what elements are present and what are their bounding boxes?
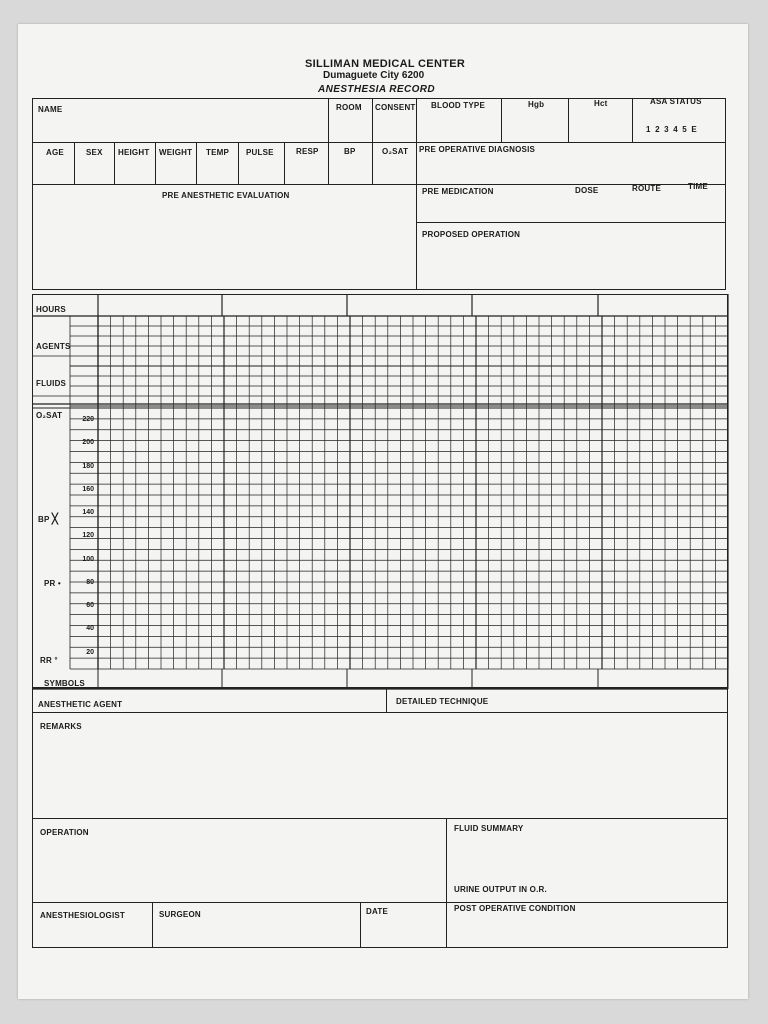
room-label: ROOM [336,103,362,112]
date-label: DATE [366,907,388,916]
detailed-technique-label: DETAILED TECHNIQUE [396,697,489,706]
asa-status-label: ASA STATUS [650,97,702,106]
post-operative-condition-label: POST OPERATIVE CONDITION [454,904,576,913]
operation-field[interactable] [36,840,442,898]
symbols-label: SYMBOLS [44,679,85,688]
scale-tick-label: 60 [86,602,94,610]
fluids-label: FLUIDS [36,379,67,388]
route-label: ROUTE [632,184,661,193]
form-title: ANESTHESIA RECORD [318,84,435,95]
pr-chart-label: PR • [44,579,61,588]
hgb-label: Hgb [528,100,545,109]
fluid-summary-label: FLUID SUMMARY [454,824,524,833]
scale-tick-label: 40 [86,625,94,633]
pre-anesthetic-evaluation-label: PRE ANESTHETIC EVALUATION [162,191,290,200]
age-label: AGE [46,148,64,157]
anesthesia-record-form [18,24,748,999]
pulse-label: PULSE [246,148,274,157]
weight-label: WEIGHT [159,148,193,157]
blood-type-label: BLOOD TYPE [431,101,486,110]
hours-label: HOURS [36,305,66,314]
scale-tick-label: 200 [82,439,94,447]
scale-tick-label: 80 [86,578,94,586]
bp-label: BP [344,147,356,156]
resp-label: RESP [296,147,319,156]
temp-label: TEMP [206,148,230,157]
scale-tick-label: 20 [86,648,94,656]
o2sat-chart-label: O₂SAT [36,411,63,420]
height-label: HEIGHT [118,148,150,157]
remarks-field[interactable] [36,734,724,814]
scale-tick-label: 140 [82,509,94,517]
remarks-label: REMARKS [40,722,82,731]
scale-tick-label: 180 [82,462,94,470]
consent-label: CONSENT [375,103,416,112]
o2sat-label: O₂SAT [382,147,409,156]
agents-label: AGENTS [36,342,71,351]
time-label: TIME [688,182,708,191]
scale-tick-label: 100 [82,555,94,563]
name-label: NAME [38,105,63,114]
scale-tick-label: 120 [82,532,94,540]
pre-operative-diagnosis-label: PRE OPERATIVE DIAGNOSIS [419,145,536,154]
anesthetic-agent-label: ANESTHETIC AGENT [38,700,123,709]
urine-output-label: URINE OUTPUT IN O.R. [454,885,547,894]
bp-x-symbol-icon: ╳ [51,514,59,525]
sex-label: SEX [86,148,103,157]
bp-chart-label: BP ╳ [38,514,59,525]
dose-label: DOSE [575,186,599,195]
surgeon-label: SURGEON [159,910,201,919]
operation-label: OPERATION [40,828,89,837]
rr-chart-label: RR ° [40,656,58,665]
anesthesiologist-label: ANESTHESIOLOGIST [40,911,125,920]
hospital-name: SILLIMAN MEDICAL CENTER [305,58,466,70]
pre-medication-label: PRE MEDICATION [422,187,494,196]
hct-label: Hct [594,99,608,108]
scale-tick-label: 160 [82,485,94,493]
scale-tick-label: 220 [82,416,94,423]
asa-options[interactable]: 1 2 3 4 5 E [646,125,697,134]
hospital-city: Dumaguete City 6200 [323,70,425,81]
proposed-operation-label: PROPOSED OPERATION [422,230,521,239]
